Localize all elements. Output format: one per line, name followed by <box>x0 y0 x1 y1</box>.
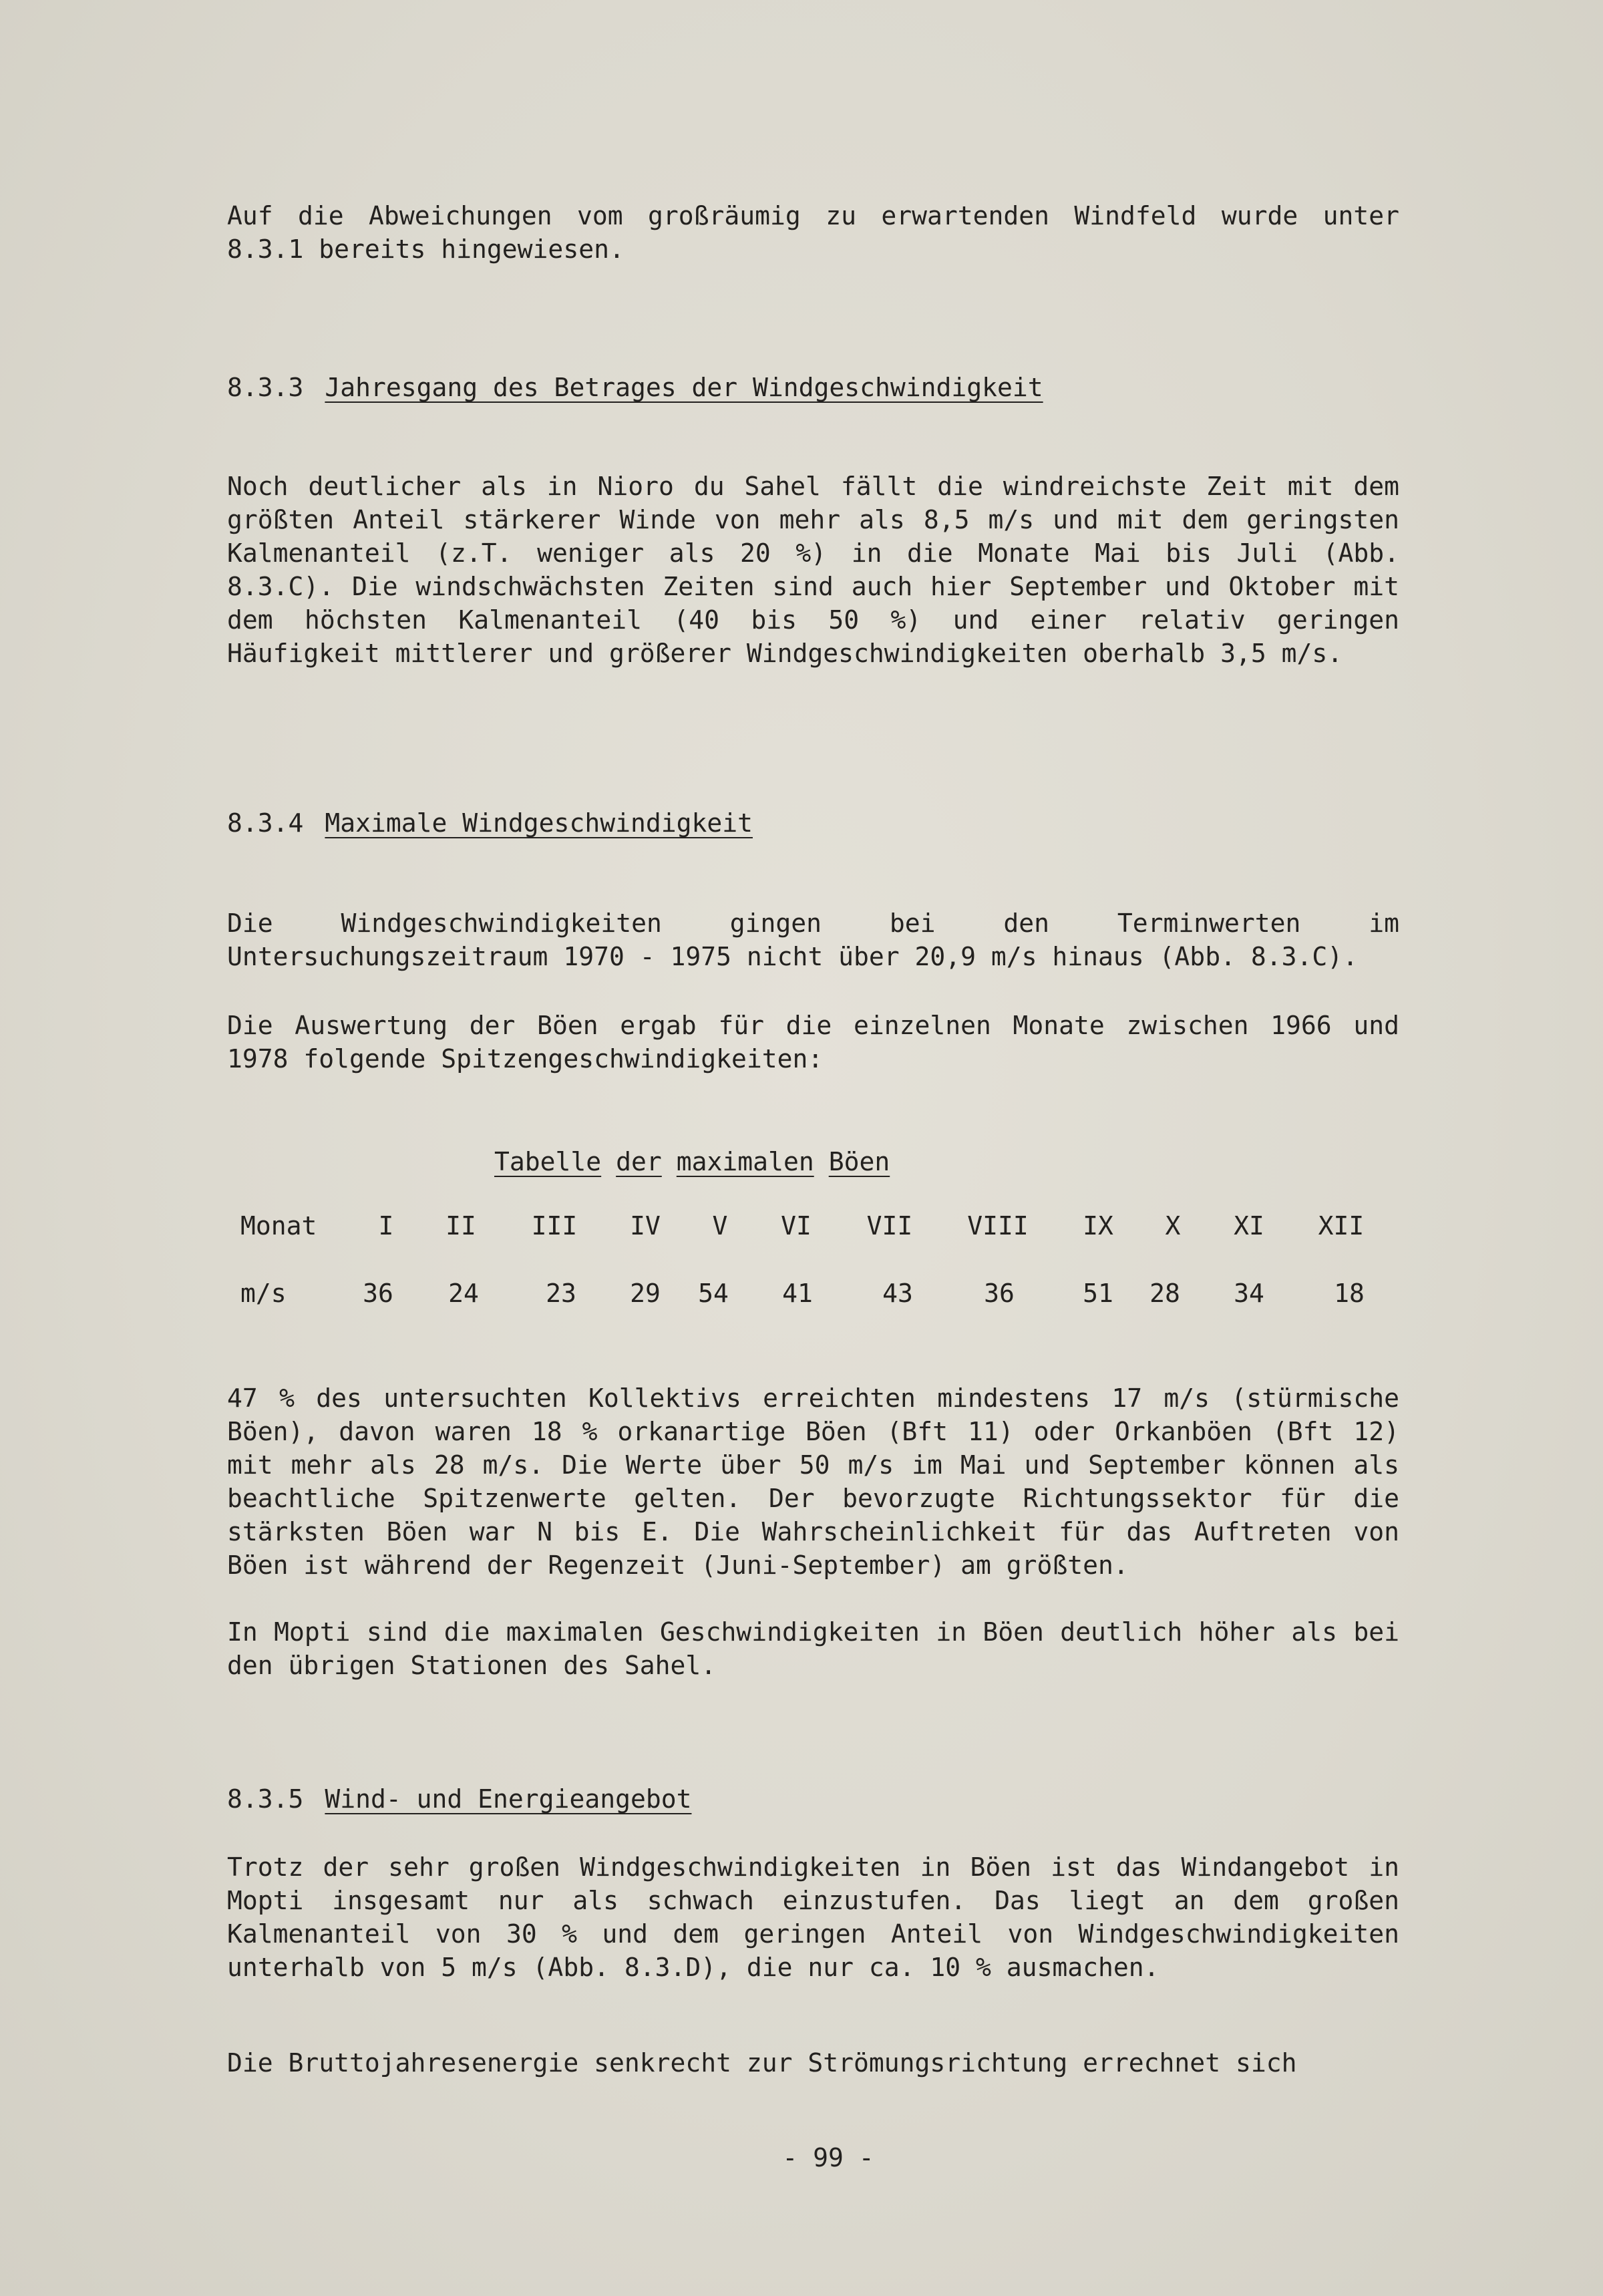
section-8-3-4-text-1: Die Windgeschwindigkeiten gingen bei den Terminwerten im Untersuchungszeitraum 1970 - 1975 nicht über 20,9 m/s hinaus (Abb. 8.3.C). <box>227 909 1399 971</box>
after-table-text-2: In Mopti sind die maximalen Geschwindigkeiten in Böen deutlich höher als bei den übrigen Stationen des Sahel. <box>227 1617 1399 1680</box>
month-cell: XI <box>1234 1211 1264 1241</box>
month-cell: VIII <box>967 1211 1029 1241</box>
table-row-months <box>240 1209 1376 1243</box>
heading-number: 8.3.4 <box>227 808 304 838</box>
heading-number: 8.3.3 <box>227 373 304 402</box>
table-title-word: Böen <box>828 1147 890 1176</box>
section-8-3-5-paragraph-2 <box>227 2046 1399 2080</box>
month-cell: VII <box>866 1211 913 1241</box>
heading-title: Jahresgang des Betrages der Windgeschwindigkeit <box>325 373 1043 402</box>
month-cell: II <box>446 1211 476 1241</box>
heading-8-3-4 <box>227 806 753 840</box>
month-cell: XII <box>1318 1211 1365 1241</box>
section-8-3-3-paragraph <box>227 470 1399 670</box>
month-cell: IX <box>1083 1211 1113 1241</box>
month-cell: X <box>1165 1211 1181 1241</box>
value-cell: 28 <box>1149 1279 1180 1308</box>
heading-title: Wind- und Energieangebot <box>325 1784 692 1814</box>
heading-number: 8.3.5 <box>227 1784 304 1814</box>
section-8-3-5-paragraph-1 <box>227 1850 1399 1984</box>
table-title-word: Tabelle <box>494 1147 602 1176</box>
heading-8-3-3 <box>227 371 1043 404</box>
month-cell: III <box>531 1211 578 1241</box>
value-cell: 23 <box>546 1279 576 1308</box>
section-8-3-4-paragraph-2 <box>227 1009 1399 1076</box>
section-8-3-3-text: Noch deutlicher als in Nioro du Sahel fällt die windreichste Zeit mit dem größten Anteil stärkerer Winde von mehr als 8,5 m/s und mit dem geringsten Kalmenanteil (z.T. weniger als 20 %) in die Monate Mai bis Juli (Abb. 8.3.C). Die windschwächsten Zeiten sind auch hier September und Oktober mit dem höchsten Kalmenanteil (40 bis 50 %) und einer relativ geringen Häufigkeit mittlerer und größerer Windgeschwindigkeiten oberhalb 3,5 m/s. <box>227 472 1399 668</box>
section-8-3-4-paragraph-1 <box>227 907 1399 973</box>
after-table-paragraph-1 <box>227 1381 1399 1582</box>
row-label-unit: m/s <box>240 1279 287 1308</box>
value-cell: 41 <box>782 1279 813 1308</box>
month-cell: V <box>712 1211 728 1241</box>
table-row-values <box>240 1277 1376 1310</box>
intro-text: Auf die Abweichungen vom großräumig zu erwartenden Windfeld wurde unter 8.3.1 bereits hingewiesen. <box>227 201 1399 264</box>
table-title-word: der <box>616 1147 662 1176</box>
after-table-paragraph-2 <box>227 1615 1399 1682</box>
month-cell: VI <box>781 1211 812 1241</box>
value-cell: 24 <box>448 1279 479 1308</box>
month-cell: IV <box>630 1211 661 1241</box>
value-cell: 54 <box>698 1279 729 1308</box>
section-8-3-4-text-2: Die Auswertung der Böen ergab für die einzelnen Monate zwischen 1966 und 1978 folgende Spitzengeschwindigkeiten: <box>227 1011 1399 1074</box>
row-label-month: Monat <box>240 1211 317 1241</box>
value-cell: 29 <box>630 1279 661 1308</box>
page-number: - 99 - <box>782 2143 874 2172</box>
table-title <box>494 1145 904 1178</box>
section-8-3-5-text-1: Trotz der sehr großen Windgeschwindigkeiten in Böen ist das Windangebot in Mopti insgesamt nur als schwach einzustufen. Das liegt an dem großen Kalmenanteil von 30 % und dem geringen Anteil von Windgeschwindigkeiten unterhalb von 5 m/s (Abb. 8.3.D), die nur ca. 10 % ausmachen. <box>227 1852 1399 1982</box>
heading-8-3-5 <box>227 1782 691 1816</box>
after-table-text-1: 47 % des untersuchten Kollektivs erreichten mindestens 17 m/s (stürmische Böen), davon waren 18 % orkanartige Böen (Bft 11) oder Orkanböen (Bft 12) mit mehr als 28 m/s. Die Werte über 50 m/s im Mai und September können als beachtliche Spitzenwerte gelten. Der bevorzugte Richtungssektor für die stärksten Böen war N bis E. Die Wahrscheinlichkeit für das Auftreten von Böen ist während der Regenzeit (Juni-September) am größten. <box>227 1383 1399 1580</box>
value-cell: 36 <box>363 1279 393 1308</box>
value-cell: 36 <box>984 1279 1015 1308</box>
value-cell: 18 <box>1334 1279 1365 1308</box>
section-8-3-5-text-2: Die Bruttojahresenergie senkrecht zur Strömungsrichtung errechnet sich <box>227 2048 1297 2078</box>
month-cell: I <box>378 1211 394 1241</box>
value-cell: 43 <box>882 1279 913 1308</box>
table-title-word: maximalen <box>676 1147 814 1176</box>
intro-paragraph <box>227 199 1399 266</box>
heading-title: Maximale Windgeschwindigkeit <box>325 808 753 838</box>
value-cell: 51 <box>1083 1279 1113 1308</box>
value-cell: 34 <box>1234 1279 1264 1308</box>
